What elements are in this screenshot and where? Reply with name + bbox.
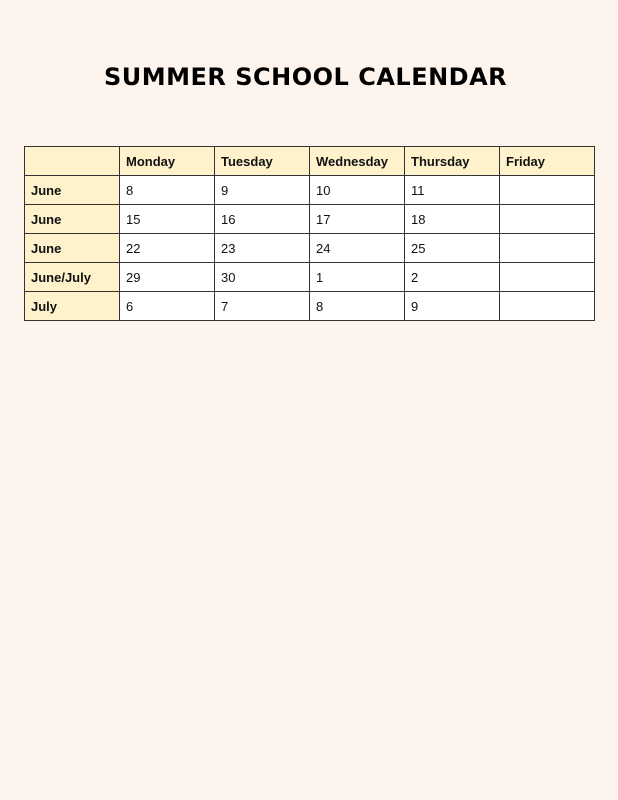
table-cell: 15: [120, 205, 215, 234]
table-cell: 9: [405, 292, 500, 321]
table-row: [25, 292, 595, 321]
table-cell: 8: [120, 176, 215, 205]
table-cell: 9: [215, 176, 310, 205]
row-label: June: [25, 205, 120, 234]
table-cell: [500, 292, 595, 321]
row-label: June/July: [25, 263, 120, 292]
table-cell: 2: [405, 263, 500, 292]
table-cell: 7: [215, 292, 310, 321]
table-cell: 18: [405, 205, 500, 234]
table-cell: 22: [120, 234, 215, 263]
row-label: July: [25, 292, 120, 321]
table-cell: 6: [120, 292, 215, 321]
column-header-wednesday: Wednesday: [310, 147, 405, 176]
table-cell: 1: [310, 263, 405, 292]
row-label: June: [25, 176, 120, 205]
table-cell: 29: [120, 263, 215, 292]
table-cell: 30: [215, 263, 310, 292]
table-cell: 10: [310, 176, 405, 205]
table-cell: [500, 205, 595, 234]
table-cell: 24: [310, 234, 405, 263]
header-row: [25, 147, 595, 176]
table-cell: [500, 234, 595, 263]
table-cell: 17: [310, 205, 405, 234]
table-cell: 11: [405, 176, 500, 205]
column-header-thursday: Thursday: [405, 147, 500, 176]
table-cell: [500, 176, 595, 205]
calendar-table: [24, 146, 595, 321]
table-cell: 16: [215, 205, 310, 234]
column-header-friday: Friday: [500, 147, 595, 176]
table-row: [25, 263, 595, 292]
column-header-monday: Monday: [120, 147, 215, 176]
table-cell: 23: [215, 234, 310, 263]
table-row: [25, 234, 595, 263]
row-label: June: [25, 234, 120, 263]
corner-cell: [25, 147, 120, 176]
table-cell: 8: [310, 292, 405, 321]
table-cell: [500, 263, 595, 292]
page-title: SUMMER SCHOOL CALENDAR: [104, 63, 508, 91]
table-row: [25, 176, 595, 205]
table-row: [25, 205, 595, 234]
table-cell: 25: [405, 234, 500, 263]
column-header-tuesday: Tuesday: [215, 147, 310, 176]
